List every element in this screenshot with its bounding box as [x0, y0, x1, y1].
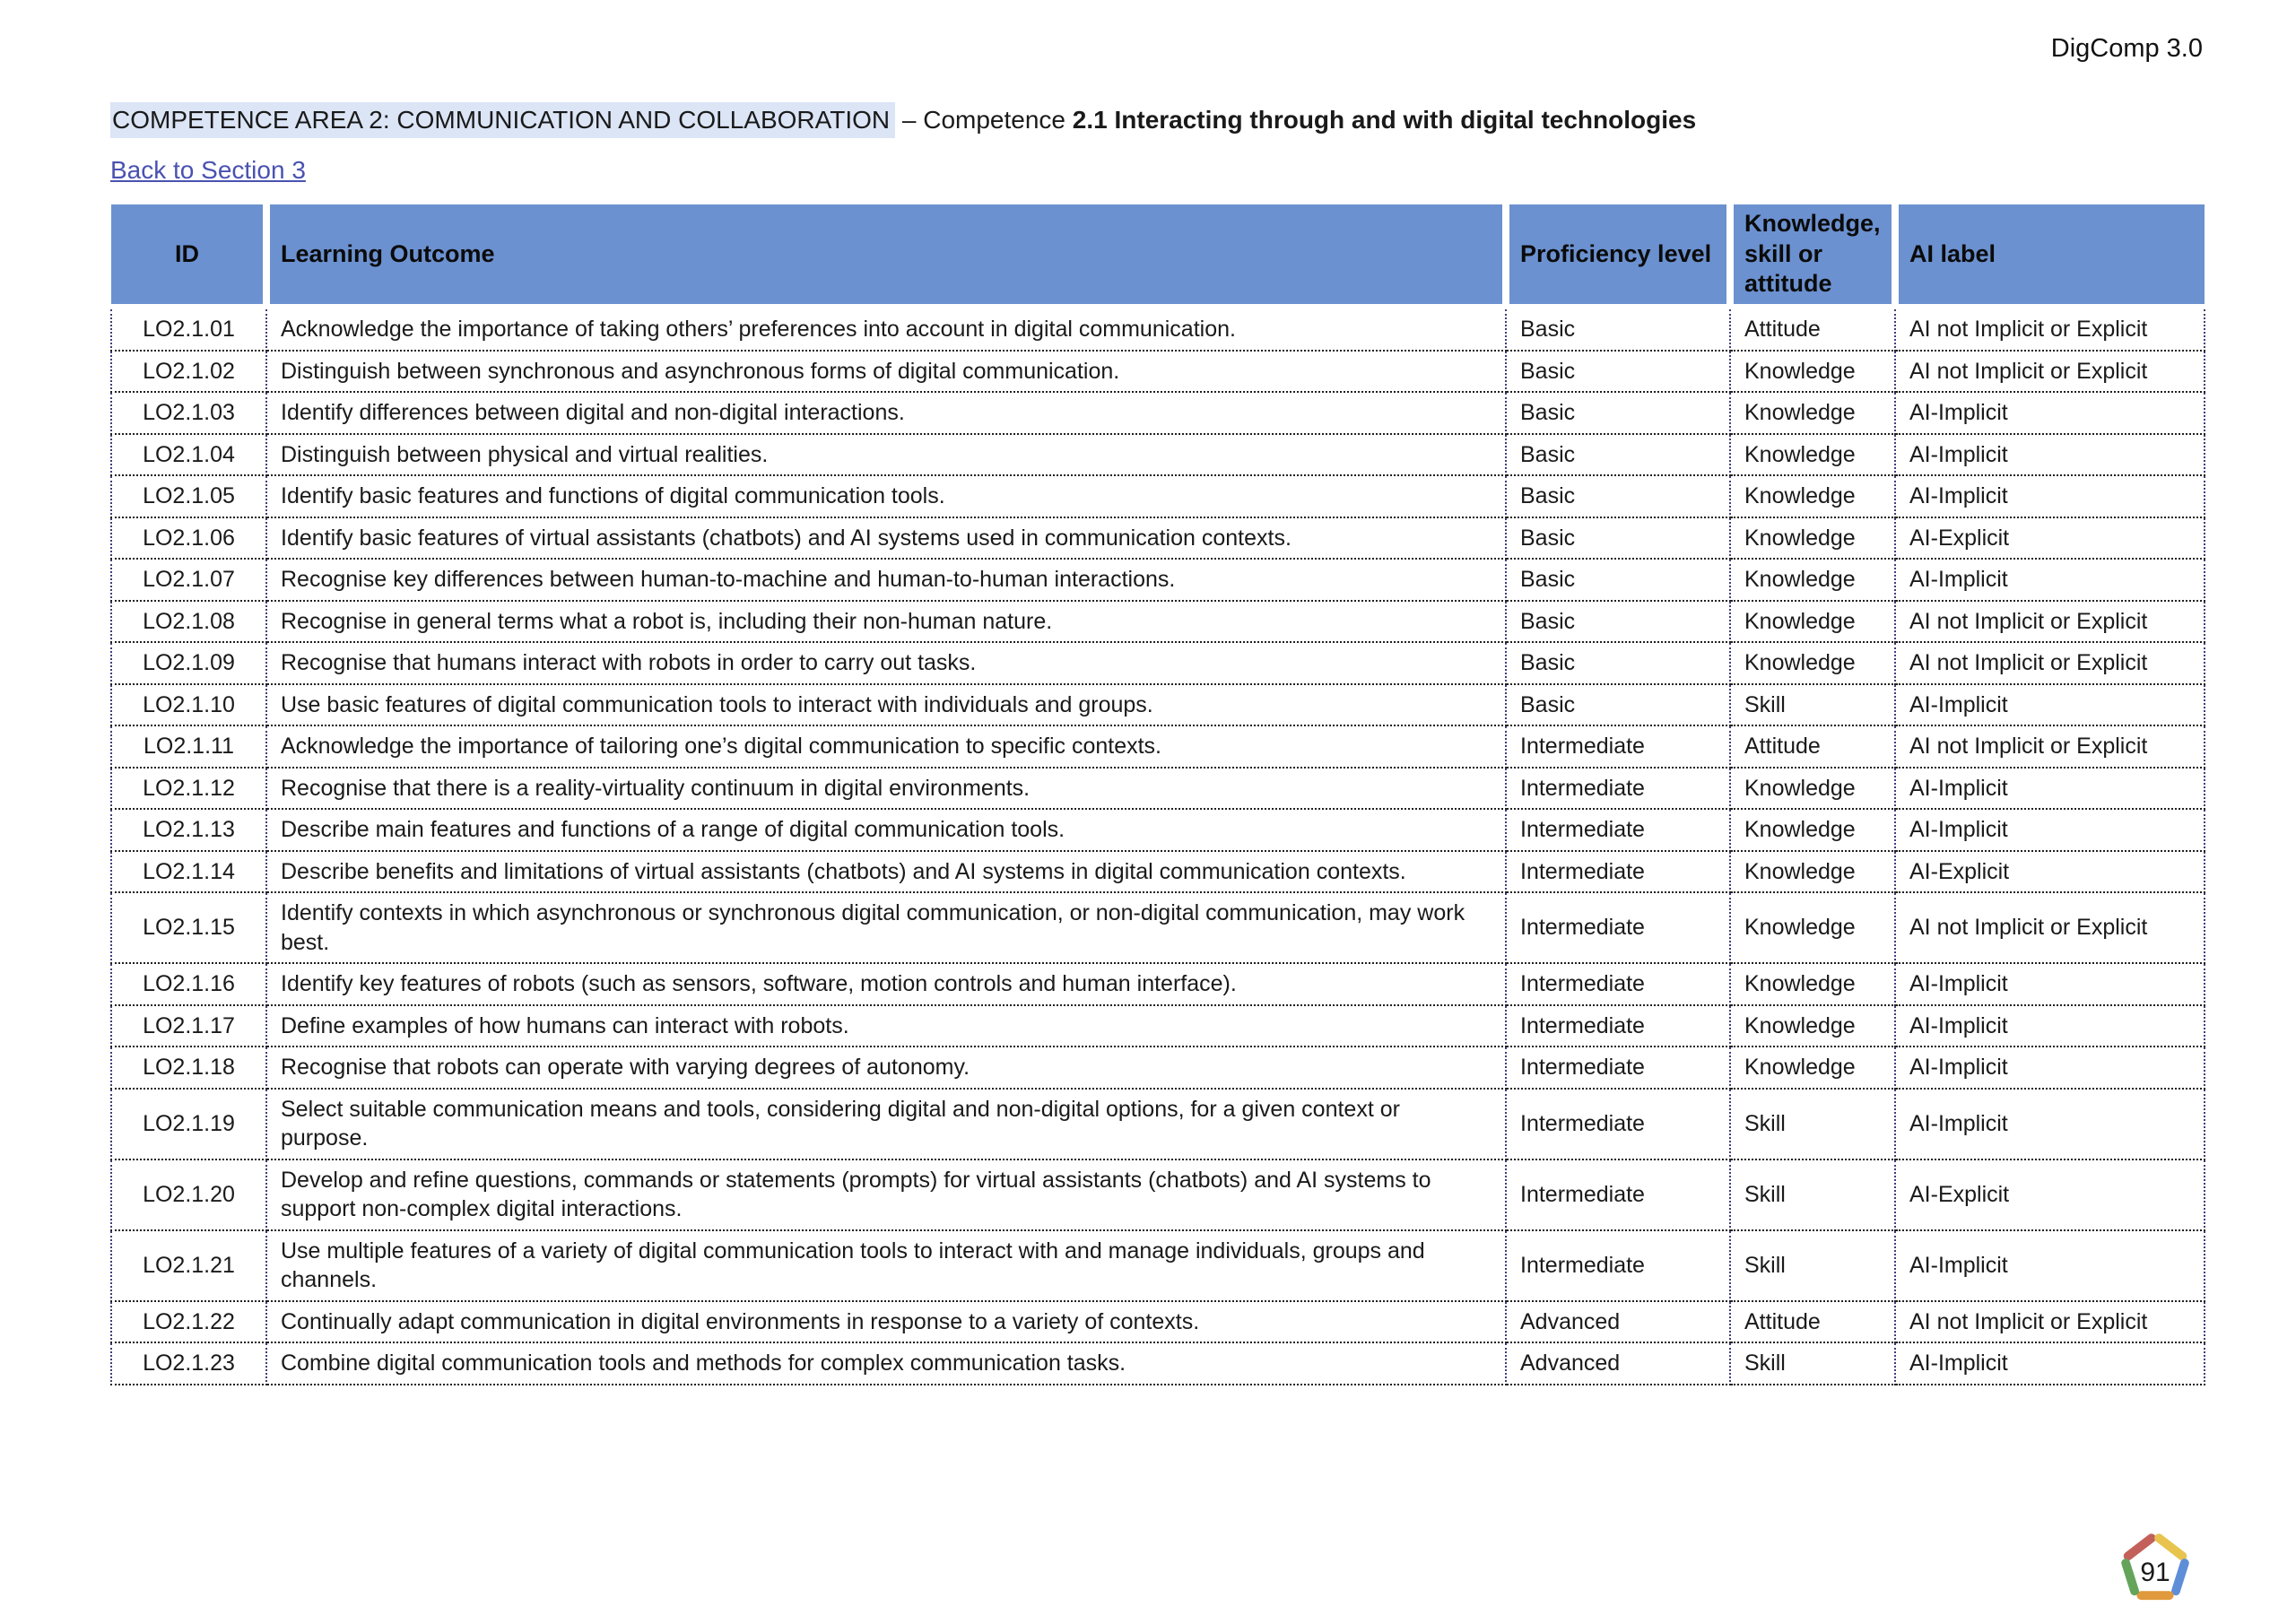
row-ksa-cell: Knowledge: [1730, 1046, 1895, 1089]
row-id-cell: LO2.1.12: [111, 768, 266, 810]
table-row: [111, 1005, 2205, 1047]
row-outcome-cell: Identify contexts in which asynchronous or synchronous digital communication, or non-digital communication, may work best.: [266, 892, 1506, 963]
row-id-cell: LO2.1.02: [111, 351, 266, 393]
row-level-cell: Intermediate: [1506, 851, 1730, 893]
back-to-section-link[interactable]: Back to Section 3: [110, 156, 306, 184]
row-id-cell: LO2.1.21: [111, 1230, 266, 1301]
row-level-cell: Intermediate: [1506, 963, 1730, 1005]
row-ksa-cell: Attitude: [1730, 1301, 1895, 1343]
page-title: [110, 106, 1696, 135]
row-ksa-cell: Knowledge: [1730, 351, 1895, 393]
row-ai-label-cell: AI-Explicit: [1895, 1159, 2205, 1230]
row-level-cell: Advanced: [1506, 1301, 1730, 1343]
row-id-cell: LO2.1.09: [111, 642, 266, 684]
row-outcome-cell: Select suitable communication means and tools, considering digital and non-digital options, for a given context or purpose.: [266, 1089, 1506, 1159]
row-ai-label-cell: AI-Explicit: [1895, 851, 2205, 893]
row-level-cell: Intermediate: [1506, 1159, 1730, 1230]
row-ksa-cell: Attitude: [1730, 725, 1895, 768]
table-row: [111, 684, 2205, 726]
row-outcome-cell: Acknowledge the importance of taking others’ preferences into account in digital communication.: [266, 309, 1506, 351]
row-level-cell: Intermediate: [1506, 725, 1730, 768]
row-id-cell: LO2.1.22: [111, 1301, 266, 1343]
row-id-cell: LO2.1.19: [111, 1089, 266, 1159]
row-ai-label-cell: AI-Implicit: [1895, 392, 2205, 434]
row-ksa-cell: Knowledge: [1730, 642, 1895, 684]
row-ai-label-cell: AI-Implicit: [1895, 1342, 2205, 1385]
row-level-cell: Intermediate: [1506, 1230, 1730, 1301]
table-row: [111, 1342, 2205, 1385]
row-ksa-cell: Skill: [1730, 1230, 1895, 1301]
row-outcome-cell: Recognise that there is a reality-virtuality continuum in digital environments.: [266, 768, 1506, 810]
table-row: [111, 517, 2205, 560]
row-outcome-cell: Develop and refine questions, commands or statements (prompts) for virtual assistants (chatbots) and AI systems to support non-complex digital interactions.: [266, 1159, 1506, 1230]
document-title: DigComp 3.0: [2050, 34, 2203, 63]
table-row: [111, 892, 2205, 963]
row-ksa-cell: Knowledge: [1730, 601, 1895, 643]
table-row: [111, 1159, 2205, 1230]
row-ai-label-cell: AI-Implicit: [1895, 809, 2205, 851]
table-header: [111, 204, 2205, 309]
header-id: ID: [111, 204, 263, 304]
learning-outcomes-table: [110, 204, 2204, 1385]
row-ai-label-cell: AI-Implicit: [1895, 1046, 2205, 1089]
table-row: [111, 351, 2205, 393]
row-id-cell: LO2.1.07: [111, 559, 266, 601]
header-proficiency-level: Proficiency level: [1509, 204, 1726, 304]
row-id-cell: LO2.1.05: [111, 475, 266, 517]
row-ai-label-cell: AI-Implicit: [1895, 1089, 2205, 1159]
table-row: [111, 1046, 2205, 1089]
row-level-cell: Basic: [1506, 475, 1730, 517]
row-outcome-cell: Use basic features of digital communication tools to interact with individuals and groups.: [266, 684, 1506, 726]
table-row: [111, 725, 2205, 768]
row-level-cell: Basic: [1506, 351, 1730, 393]
table-row: [111, 963, 2205, 1005]
row-level-cell: Basic: [1506, 434, 1730, 476]
row-id-cell: LO2.1.01: [111, 309, 266, 351]
row-id-cell: LO2.1.15: [111, 892, 266, 963]
row-id-cell: LO2.1.04: [111, 434, 266, 476]
row-ksa-cell: Knowledge: [1730, 892, 1895, 963]
row-level-cell: Basic: [1506, 684, 1730, 726]
row-ksa-cell: Knowledge: [1730, 768, 1895, 810]
header-ai-label: AI label: [1899, 204, 2205, 304]
table-row: [111, 1089, 2205, 1159]
row-ai-label-cell: AI not Implicit or Explicit: [1895, 642, 2205, 684]
row-ai-label-cell: AI-Explicit: [1895, 517, 2205, 560]
row-ksa-cell: Knowledge: [1730, 851, 1895, 893]
row-outcome-cell: Recognise that robots can operate with varying degrees of autonomy.: [266, 1046, 1506, 1089]
row-ksa-cell: Skill: [1730, 1159, 1895, 1230]
competence-area-highlight: COMPETENCE AREA 2: COMMUNICATION AND COLLABORATION: [110, 102, 895, 138]
row-ai-label-cell: AI not Implicit or Explicit: [1895, 892, 2205, 963]
row-id-cell: LO2.1.11: [111, 725, 266, 768]
row-id-cell: LO2.1.03: [111, 392, 266, 434]
row-level-cell: Intermediate: [1506, 768, 1730, 810]
row-level-cell: Intermediate: [1506, 1089, 1730, 1159]
row-level-cell: Basic: [1506, 309, 1730, 351]
table-row: [111, 392, 2205, 434]
row-ksa-cell: Knowledge: [1730, 1005, 1895, 1047]
row-outcome-cell: Identify basic features and functions of digital communication tools.: [266, 475, 1506, 517]
row-ai-label-cell: AI-Implicit: [1895, 1230, 2205, 1301]
row-outcome-cell: Identify key features of robots (such as sensors, software, motion controls and human interface).: [266, 963, 1506, 1005]
row-level-cell: Basic: [1506, 601, 1730, 643]
row-ai-label-cell: AI not Implicit or Explicit: [1895, 1301, 2205, 1343]
row-level-cell: Advanced: [1506, 1342, 1730, 1385]
row-outcome-cell: Define examples of how humans can interact with robots.: [266, 1005, 1506, 1047]
row-level-cell: Intermediate: [1506, 1005, 1730, 1047]
row-id-cell: LO2.1.13: [111, 809, 266, 851]
row-ai-label-cell: AI-Implicit: [1895, 475, 2205, 517]
row-ksa-cell: Knowledge: [1730, 809, 1895, 851]
row-ksa-cell: Knowledge: [1730, 392, 1895, 434]
row-id-cell: LO2.1.10: [111, 684, 266, 726]
header-learning-outcome: Learning Outcome: [270, 204, 1502, 304]
row-outcome-cell: Recognise in general terms what a robot is, including their non-human nature.: [266, 601, 1506, 643]
row-id-cell: LO2.1.08: [111, 601, 266, 643]
table-row: [111, 434, 2205, 476]
row-ai-label-cell: AI-Implicit: [1895, 768, 2205, 810]
row-outcome-cell: Recognise key differences between human-to-machine and human-to-human interactions.: [266, 559, 1506, 601]
row-outcome-cell: Acknowledge the importance of tailoring one’s digital communication to specific contexts.: [266, 725, 1506, 768]
row-outcome-cell: Identify basic features of virtual assistants (chatbots) and AI systems used in communication contexts.: [266, 517, 1506, 560]
row-ksa-cell: Skill: [1730, 1342, 1895, 1385]
row-outcome-cell: Describe benefits and limitations of virtual assistants (chatbots) and AI systems in digital communication contexts.: [266, 851, 1506, 893]
row-outcome-cell: Distinguish between synchronous and asynchronous forms of digital communication.: [266, 351, 1506, 393]
row-outcome-cell: Use multiple features of a variety of digital communication tools to interact with and manage individuals, groups and channels.: [266, 1230, 1506, 1301]
row-ksa-cell: Knowledge: [1730, 475, 1895, 517]
row-ai-label-cell: AI not Implicit or Explicit: [1895, 601, 2205, 643]
row-ksa-cell: Knowledge: [1730, 559, 1895, 601]
row-outcome-cell: Continually adapt communication in digital environments in response to a variety of contexts.: [266, 1301, 1506, 1343]
page-number: 91: [2140, 1558, 2170, 1587]
row-ksa-cell: Knowledge: [1730, 434, 1895, 476]
row-ksa-cell: Attitude: [1730, 309, 1895, 351]
row-ksa-cell: Knowledge: [1730, 517, 1895, 560]
row-id-cell: LO2.1.20: [111, 1159, 266, 1230]
row-ai-label-cell: AI not Implicit or Explicit: [1895, 351, 2205, 393]
row-outcome-cell: Identify differences between digital and non-digital interactions.: [266, 392, 1506, 434]
table-row: [111, 601, 2205, 643]
row-level-cell: Basic: [1506, 642, 1730, 684]
row-ksa-cell: Skill: [1730, 1089, 1895, 1159]
table-row: [111, 642, 2205, 684]
table-row: [111, 851, 2205, 893]
row-id-cell: LO2.1.06: [111, 517, 266, 560]
table-row: [111, 559, 2205, 601]
table-body: [111, 309, 2205, 1385]
table-row: [111, 1301, 2205, 1343]
row-ai-label-cell: AI-Implicit: [1895, 684, 2205, 726]
row-level-cell: Intermediate: [1506, 1046, 1730, 1089]
table-row: [111, 768, 2205, 810]
row-outcome-cell: Describe main features and functions of a range of digital communication tools.: [266, 809, 1506, 851]
row-outcome-cell: Combine digital communication tools and methods for complex communication tasks.: [266, 1342, 1506, 1385]
row-outcome-cell: Recognise that humans interact with robots in order to carry out tasks.: [266, 642, 1506, 684]
row-level-cell: Basic: [1506, 517, 1730, 560]
row-ai-label-cell: AI not Implicit or Explicit: [1895, 725, 2205, 768]
table-row: [111, 809, 2205, 851]
row-level-cell: Basic: [1506, 559, 1730, 601]
row-id-cell: LO2.1.17: [111, 1005, 266, 1047]
table-row: [111, 1230, 2205, 1301]
row-level-cell: Basic: [1506, 392, 1730, 434]
header-knowledge-skill-attitude: Knowledge, skill or attitude: [1734, 204, 1892, 304]
row-ai-label-cell: AI-Implicit: [1895, 1005, 2205, 1047]
row-ai-label-cell: AI-Implicit: [1895, 434, 2205, 476]
heading-separator: – Competence: [895, 106, 1073, 134]
row-id-cell: LO2.1.23: [111, 1342, 266, 1385]
row-id-cell: LO2.1.18: [111, 1046, 266, 1089]
table-row: [111, 475, 2205, 517]
row-level-cell: Intermediate: [1506, 809, 1730, 851]
row-outcome-cell: Distinguish between physical and virtual realities.: [266, 434, 1506, 476]
row-ai-label-cell: AI not Implicit or Explicit: [1895, 309, 2205, 351]
row-ai-label-cell: AI-Implicit: [1895, 559, 2205, 601]
row-ksa-cell: Skill: [1730, 684, 1895, 726]
row-level-cell: Intermediate: [1506, 892, 1730, 963]
row-ksa-cell: Knowledge: [1730, 963, 1895, 1005]
competence-name: 2.1 Interacting through and with digital technologies: [1072, 106, 1697, 134]
row-id-cell: LO2.1.14: [111, 851, 266, 893]
row-id-cell: LO2.1.16: [111, 963, 266, 1005]
row-ai-label-cell: AI-Implicit: [1895, 963, 2205, 1005]
table-row: [111, 309, 2205, 351]
